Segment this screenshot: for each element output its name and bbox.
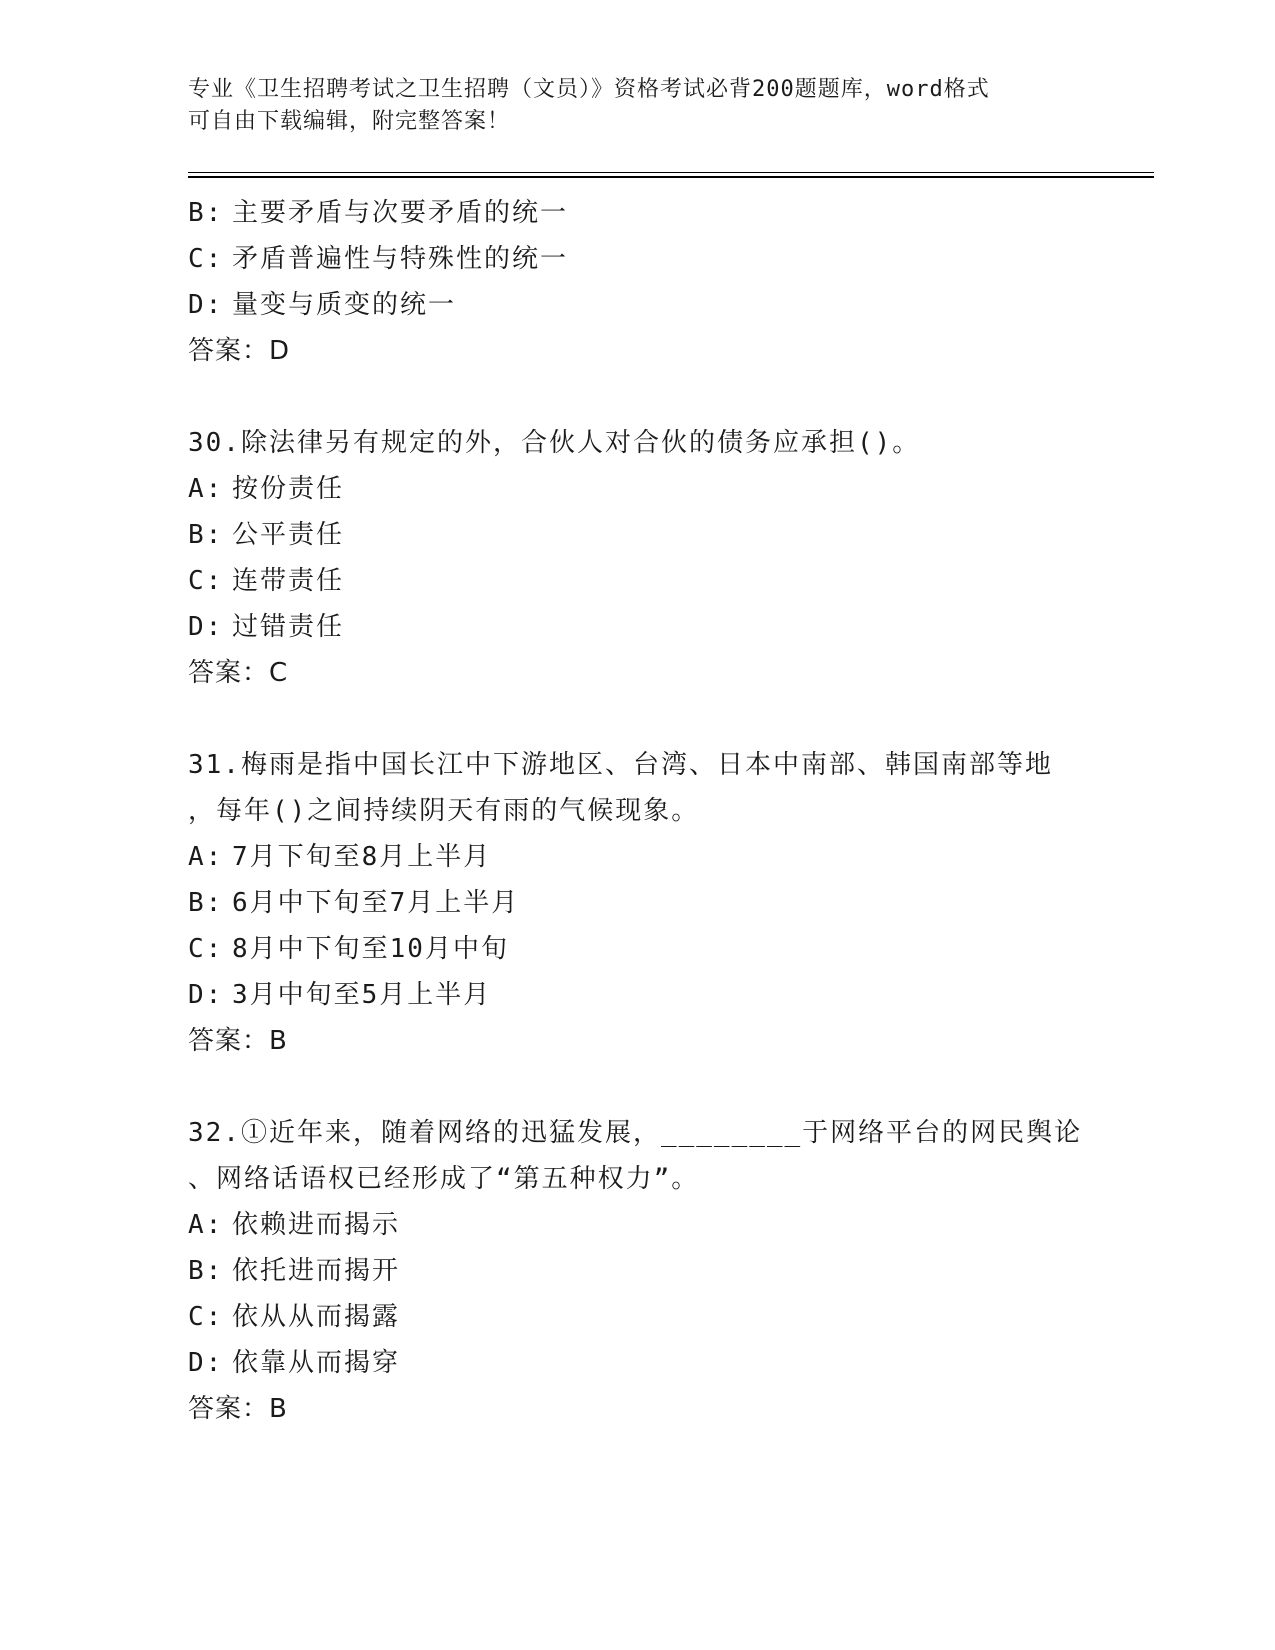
question-32 [188, 1110, 1088, 1432]
header-line-1: 专业《卫生招聘考试之卫生招聘（文员）》资格考试必背200题题库，word格式 [188, 77, 990, 102]
answer-line: 答案：B [188, 1026, 288, 1056]
option-c: C: 连带责任 [188, 566, 345, 596]
question-stem-continued: ，每年()之间持续阴天有雨的气候现象。 [188, 796, 700, 826]
option-a: A: 7月下旬至8月上半月 [188, 842, 492, 872]
document-header [188, 74, 1088, 138]
option-d: D: 量变与质变的统一 [188, 290, 457, 320]
answer-line: 答案：C [188, 658, 289, 688]
option-a: A: 按份责任 [188, 474, 345, 504]
question-stem-continued: 、网络话语权已经形成了“第五种权力”。 [188, 1164, 700, 1194]
option-a: A: 依赖进而揭示 [188, 1210, 401, 1240]
option-b: B: 6月中下旬至7月上半月 [188, 888, 520, 918]
option-b: B: 公平责任 [188, 520, 345, 550]
header-rule-thin [188, 172, 1154, 173]
option-d: D: 依靠从而揭穿 [188, 1348, 401, 1378]
question-content [188, 190, 1088, 1432]
answer-line: 答案：B [188, 1394, 288, 1424]
option-c: C: 8月中下旬至10月中旬 [188, 934, 509, 964]
option-b: B: 主要矛盾与次要矛盾的统一 [188, 198, 569, 228]
question-31 [188, 742, 1088, 1064]
question-stem: 32.①近年来，随着网络的迅猛发展，________于网络平台的网民舆论 [188, 1118, 1083, 1148]
header-line-2: 可自由下载编辑，附完整答案！ [188, 109, 511, 134]
question-stem: 31.梅雨是指中国长江中下游地区、台湾、日本中南部、韩国南部等地 [188, 750, 1053, 780]
question-stem: 30.除法律另有规定的外，合伙人对合伙的债务应承担()。 [188, 428, 921, 458]
question-30 [188, 420, 1088, 696]
option-c: C: 依从从而揭露 [188, 1302, 401, 1332]
option-c: C: 矛盾普遍性与特殊性的统一 [188, 244, 569, 274]
option-d: D: 过错责任 [188, 612, 345, 642]
header-rule-thick [188, 176, 1154, 178]
option-d: D: 3月中旬至5月上半月 [188, 980, 492, 1010]
prev-question [188, 190, 1088, 374]
option-b: B: 依托进而揭开 [188, 1256, 401, 1286]
answer-line: 答案：D [188, 336, 291, 366]
